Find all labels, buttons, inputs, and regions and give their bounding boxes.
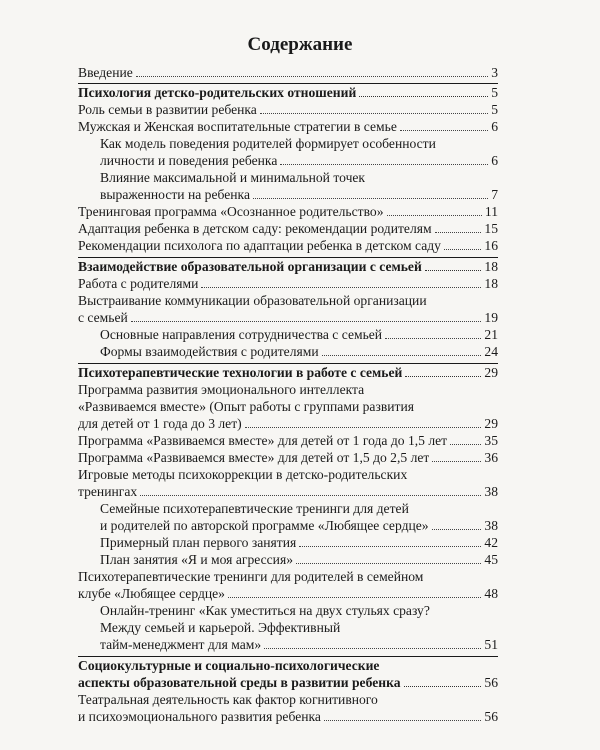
dot-leader (299, 546, 481, 547)
dot-leader (322, 355, 482, 356)
page-number: 5 (491, 102, 498, 117)
toc-entry-line: Взаимодействие образовательной организации с семьей (78, 259, 422, 274)
toc-entry-line: Социокультурные и социально-психологические (78, 658, 380, 673)
dot-leader (405, 376, 481, 377)
toc-entry[interactable] (78, 237, 498, 254)
toc-entry-line: личности и поведения ребенка (100, 153, 278, 168)
toc-entry[interactable] (78, 466, 498, 500)
toc-entry[interactable] (78, 381, 498, 432)
page-number: 56 (484, 709, 498, 724)
toc-entry-line: Онлайн-тренинг «Как уместиться на двух стульях сразу? (100, 603, 430, 618)
dot-leader (228, 597, 481, 598)
toc-entry-line: Программа развития эмоционального интеллекта (78, 382, 365, 397)
page-number: 45 (484, 552, 498, 567)
dot-leader (324, 720, 481, 721)
dot-leader (296, 563, 481, 564)
page-number: 48 (484, 586, 498, 601)
page-number: 51 (484, 637, 498, 652)
toc-entry-line: Формы взаимодействия с родителями (100, 344, 319, 359)
page-number: 38 (484, 484, 498, 499)
page-number: 21 (484, 327, 498, 342)
toc-entry-line: Тренинговая программа «Осознанное родительство» (78, 204, 384, 219)
toc-section-entry[interactable] (78, 364, 498, 381)
page-number: 36 (484, 450, 498, 465)
table-of-contents (78, 64, 498, 725)
toc-entry-line: Психотерапевтические тренинги для родителей в семейном (78, 569, 424, 584)
toc-entry[interactable] (78, 449, 498, 466)
dot-leader (400, 130, 488, 131)
dot-leader (444, 249, 481, 250)
toc-entry[interactable] (78, 135, 498, 169)
toc-entry-line: Адаптация ребенка в детском саду: рекомендации родителям (78, 221, 432, 236)
toc-entry[interactable] (78, 343, 498, 360)
page-number: 7 (491, 187, 498, 202)
toc-entry-line: и психоэмоционального развития ребенка (78, 709, 321, 724)
page-number: 15 (484, 221, 498, 236)
toc-entry-line: «Развиваемся вместе» (Опыт работы с группами развития (78, 399, 414, 414)
toc-entry-line: Программа «Развиваемся вместе» для детей от 1 года до 1,5 лет (78, 433, 448, 448)
page-number: 19 (484, 310, 498, 325)
toc-entry-line: Примерный план первого занятия (100, 535, 297, 550)
dot-leader (387, 215, 482, 216)
dot-leader (136, 76, 488, 77)
dot-leader (253, 198, 488, 199)
toc-entry-line: Рекомендации психолога по адаптации ребенка в детском саду (78, 238, 441, 253)
toc-entry-line: Влияние максимальной и минимальной точек (100, 170, 366, 185)
page-number: 24 (484, 344, 498, 359)
toc-entry[interactable] (78, 551, 498, 568)
toc-entry[interactable] (78, 292, 498, 326)
page-number: 16 (484, 238, 498, 253)
page-number: 29 (484, 365, 498, 380)
dot-leader (264, 648, 481, 649)
toc-section-entry[interactable] (78, 258, 498, 275)
page-number: 3 (491, 65, 498, 80)
dot-leader (385, 338, 481, 339)
dot-leader (131, 321, 482, 322)
toc-entry-line: Роль семьи в развитии ребенка (78, 102, 257, 117)
toc-entry[interactable] (78, 203, 498, 220)
toc-entry-line: тайм-менеджмент для мам» (100, 637, 262, 652)
toc-entry[interactable] (78, 101, 498, 118)
toc-entry-line: План занятия «Я и моя агрессия» (100, 552, 294, 567)
page-number: 42 (484, 535, 498, 550)
toc-entry[interactable] (78, 500, 498, 534)
dot-leader (432, 461, 481, 462)
toc-entry-line: клубе «Любящее сердце» (78, 586, 225, 601)
toc-entry-line: Работа с родителями (78, 276, 199, 291)
dot-leader (359, 96, 488, 97)
toc-entry[interactable] (78, 220, 498, 237)
toc-entry-line: Между семьей и карьерой. Эффективный (100, 620, 341, 635)
page-number: 18 (484, 259, 498, 274)
toc-entry[interactable] (78, 275, 498, 292)
dot-leader (280, 164, 488, 165)
page-number: 6 (491, 153, 498, 168)
dot-leader (245, 427, 482, 428)
dot-leader (260, 113, 488, 114)
toc-entry-line: и родителей по авторской программе «Любящее сердце» (100, 518, 429, 533)
dot-leader (404, 686, 482, 687)
toc-entry-line: Введение (78, 65, 133, 80)
toc-entry[interactable] (78, 691, 498, 725)
page-number: 5 (491, 85, 498, 100)
toc-entry[interactable] (78, 169, 498, 203)
toc-entry[interactable] (78, 568, 498, 602)
page-title: Содержание (247, 34, 353, 55)
toc-entry-line: Мужская и Женская воспитательные стратегии в семье (78, 119, 397, 134)
dot-leader (450, 444, 481, 445)
toc-entry-line: Как модель поведения родителей формирует особенности (100, 136, 436, 151)
page-number: 56 (484, 675, 498, 690)
dot-leader (435, 232, 482, 233)
page-number: 11 (484, 204, 498, 219)
toc-entry-line: тренингах (78, 484, 138, 499)
toc-entry-line: выраженности на ребенка (100, 187, 250, 202)
toc-entry[interactable] (78, 326, 498, 343)
toc-entry[interactable] (78, 118, 498, 135)
page-number: 29 (484, 416, 498, 431)
page-number: 18 (484, 276, 498, 291)
toc-entry[interactable] (78, 602, 498, 653)
dot-leader (140, 495, 481, 496)
dot-leader (425, 270, 482, 271)
toc-entry[interactable] (78, 534, 498, 551)
dot-leader (201, 287, 481, 288)
dot-leader (432, 529, 482, 530)
toc-entry-line: Основные направления сотрудничества с семьей (100, 327, 383, 342)
toc-entry-line: Театральная деятельность как фактор когнитивного (78, 692, 378, 707)
toc-entry-line: с семьей (78, 310, 128, 325)
toc-entry-line: аспекты образовательной среды в развитии ребенка (78, 675, 401, 690)
toc-entry-line: Игровые методы психокоррекции в детско-родительских (78, 467, 408, 482)
toc-entry[interactable] (78, 432, 498, 449)
toc-section-entry[interactable] (78, 657, 498, 691)
toc-entry-line: Психология детско-родительских отношений (78, 85, 357, 100)
toc-entry-line: Психотерапевтические технологии в работе с семьей (78, 365, 403, 380)
toc-section-entry[interactable] (78, 84, 498, 101)
toc-entry[interactable] (78, 64, 498, 81)
toc-entry-line: Выстраивание коммуникации образовательной организации (78, 293, 427, 308)
page-number: 35 (484, 433, 498, 448)
toc-entry-line: Семейные психотерапевтические тренинги для детей (100, 501, 409, 516)
toc-entry-line: Программа «Развиваемся вместе» для детей от 1,5 до 2,5 лет (78, 450, 430, 465)
page-number: 38 (484, 518, 498, 533)
page-number: 6 (491, 119, 498, 134)
toc-entry-line: для детей от 1 года до 3 лет) (78, 416, 242, 431)
